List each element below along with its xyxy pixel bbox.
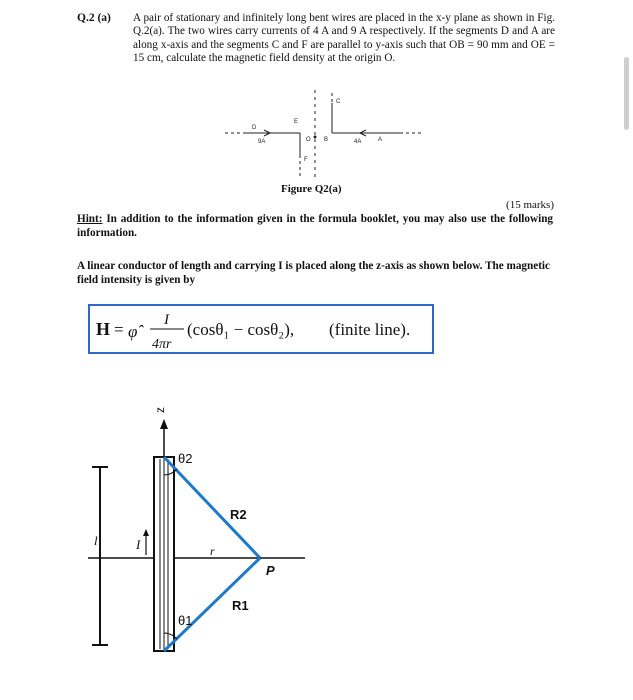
p-label: P — [266, 563, 275, 578]
question-text: A pair of stationary and infinitely long bent wires are placed in the x-y plane as shown in Fig. Q.2(a). The two wires carry currents of 4 A and 9 A respectively. If the segments D and A are along x-axis and the segments C and F are parallel to y-axis such that OB = 90 mm and OE = 15 cm, calculate the magnetic field density at the origin O. — [133, 12, 555, 65]
r1-label: R1 — [232, 598, 249, 613]
r2-label: R2 — [230, 507, 247, 522]
i-label: I — [136, 537, 141, 552]
label-f: F — [304, 157, 308, 163]
figure-q2a — [200, 85, 460, 185]
formula-lhs: H — [96, 319, 111, 339]
label-4a: 4A — [354, 139, 362, 145]
question-number: Q.2 (a) — [77, 12, 111, 24]
theta1-label: θ1 — [178, 613, 193, 628]
hint-text: In addition to the information given in the formula booklet, you may also use the following information. — [77, 213, 554, 239]
label-c: C — [336, 99, 341, 105]
conductor-diagram — [80, 395, 310, 665]
theta2-label: θ2 — [178, 451, 193, 466]
formula-body: (cosθ₁ − cosθ₂), — [187, 320, 295, 339]
label-a: A — [378, 137, 383, 143]
label-b: B — [324, 137, 329, 143]
marks: (15 marks) — [506, 199, 554, 211]
l-label: l — [94, 533, 98, 548]
formula-numerator: I — [164, 312, 169, 328]
scrollbar-thumb[interactable] — [624, 57, 629, 130]
figure-caption: Figure Q2(a) — [281, 183, 342, 195]
formula-box — [88, 304, 434, 354]
z-label: z — [153, 407, 167, 413]
formula-note: (finite line). — [329, 320, 411, 339]
formula-phi: φ̂ — [128, 322, 138, 341]
formula — [90, 306, 432, 352]
hint-label: Hint: — [77, 213, 103, 225]
label-e: E — [294, 119, 299, 125]
hint-paragraph — [77, 212, 553, 240]
label-9a: 9A — [258, 139, 266, 145]
label-o: O — [306, 137, 311, 143]
conductor-paragraph: A linear conductor of length and carrying I is placed along the z-axis as shown below. The magnetic field intensity is given by — [77, 260, 551, 286]
formula-equals: = — [114, 320, 124, 339]
formula-denominator: 4πr — [152, 337, 172, 352]
label-d: D — [252, 125, 257, 131]
r-label: r — [210, 544, 215, 558]
